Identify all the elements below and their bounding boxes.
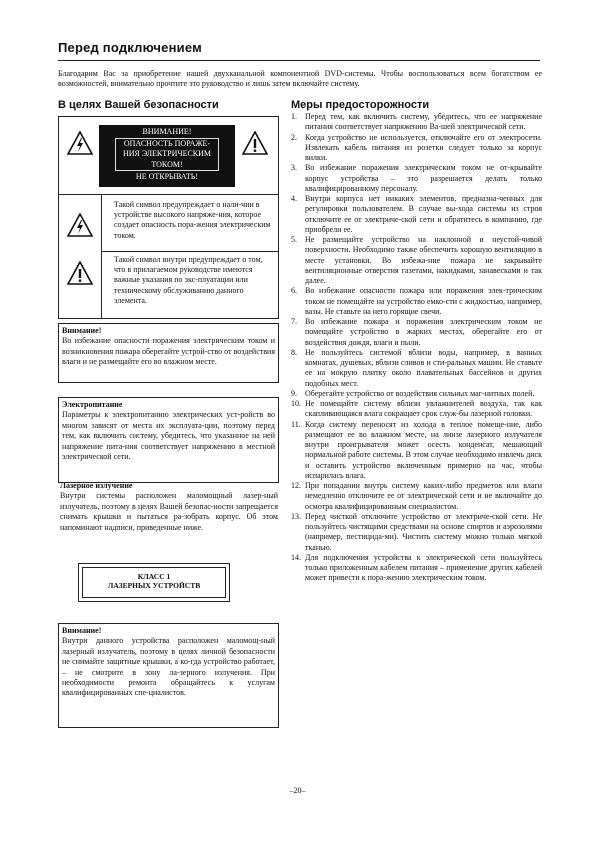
intro-text: Благодарим Вас за приобретение нашей двухканальной компонентной DVD-системы. Чтобы воспользоваться всем богатством ее возможностей, внимательно прочтите это руководство и лишь затем включайте систему. <box>58 69 542 89</box>
list-item <box>291 133 542 164</box>
divider <box>101 194 102 318</box>
list-item-number: 4. <box>291 194 297 203</box>
caution-text: Во избежание опасности поражения электрическим током и возникновения пожара оберегайте устрой-ство от воздействия влаги и не размещайте его во влажном месте. <box>62 336 275 367</box>
exclamation-warning-icon <box>67 261 93 285</box>
divider <box>101 251 278 252</box>
caution-title: Внимание! <box>62 326 102 335</box>
laser-class-inner <box>82 567 226 598</box>
list-item-text: Когда систему переносят из холода в теплое помеще-ние, либо размещают ее во влажном месте, на линзе лазерного излучателя внутри проигрывателя может осесть конденсат, мешающий нормальной работе системы. В этом случае необходимо извлечь диск и оставить устройство включенным примерно на час, чтобы испарилась влага. <box>305 419 542 480</box>
list-item-number: 11. <box>291 419 301 429</box>
list-item <box>291 348 542 389</box>
list-item <box>291 399 542 420</box>
list-item-text: Оберегайте устройство от воздействия сильных маг-нитных полей. <box>305 388 535 398</box>
power-title: Электропитание <box>62 400 123 409</box>
list-item-text: Для подключения устройства к электрической сети пользуйтесь только приложенным кабелем питания – применение других кабелей может привести к пора-жению электрическим током. <box>305 552 542 583</box>
list-item-number: 1. <box>291 112 297 121</box>
exclamation-warning-icon <box>242 131 268 155</box>
list-item-number: 12. <box>291 481 301 490</box>
list-item <box>291 286 542 317</box>
laser-title: Лазерное излучение <box>60 481 133 490</box>
list-item-number: 5. <box>291 235 297 244</box>
laser-class-line: КЛАСС 1 <box>137 572 171 581</box>
lightning-warning-icon <box>67 131 93 155</box>
list-item-number: 6. <box>291 286 297 296</box>
caution-title: Внимание! <box>62 626 102 635</box>
list-item-text: Внутри корпуса нет никаких элементов, предназна-ченных для регулировки пользователем. В случае вы-хода системы из строя отключите ее от электриче-ской сети и обратитесь в компанию, где приобрели ее. <box>305 194 542 234</box>
list-item-number: 14. <box>291 552 301 562</box>
laser-class-line: ЛАЗЕРНЫХ УСТРОЙСТВ <box>107 581 201 590</box>
list-item-text: При попадании внутрь систему каких-либо предметов или влаги немедленно отключите ее от электрической сети и не включайте до осмотра квалифицированным специалистом. <box>305 481 542 511</box>
list-item-text: Во избежание опасности пожара или поражения элек-трическим током не помещайте на устройство емко-сти с жидкостью, например, вазы. Не ставьте на него горящие свечи. <box>305 286 542 316</box>
warning-line: ТОКОМ! <box>151 159 183 169</box>
lightning-warning-icon <box>67 213 93 237</box>
list-item <box>291 235 542 286</box>
page-number: –20– <box>289 786 306 795</box>
list-item-text: Перед чисткой отключите устройство от электриче-ской сети. Не пользуйтесь чистящими средствами на основе спиртов и аэрозолями (например, пестицида-ми). Чистить систему можно только мягкой тканью. <box>305 511 542 552</box>
list-item-text: Перед тем, как включить систему, убедитесь, что ее напряжение питания соответствует напряжению Ва-шей электрической сети. <box>305 112 542 132</box>
precautions-list <box>291 112 542 584</box>
list-item <box>291 317 542 348</box>
list-item-number: 7. <box>291 317 297 326</box>
list-item-number: 8. <box>291 347 297 357</box>
list-item <box>291 420 542 482</box>
list-item-number: 3. <box>291 163 297 173</box>
list-item-text: Во избежание поражения электрическим током не от-крывайте корпус устройства – это разрешается делать только квалифицированному персоналу. <box>305 163 542 193</box>
list-item <box>291 194 542 235</box>
list-item-text: Не пользуйтесь системой вблизи воды, например, в ванных комнатах, душевых, вблизи сливов и сти-ральных машин. Не ставьте ее на мокрую плитку около плавательных бассейнов и других подобных мест. <box>305 347 542 388</box>
list-item <box>291 163 542 194</box>
safety-heading: В целях Вашей безопасности <box>58 99 219 111</box>
laser-class-label <box>78 563 230 602</box>
list-item <box>291 481 542 512</box>
title-rule <box>58 60 540 61</box>
power-text: Параметры к электропитанию электрических уст-ройств во многом зависят от места их эксплуата-ции, поэтому перед тем, как включить систему, убедитесь, что указанное на ней напряжение пита-ния соответствует напряжению в местной электрической сети. <box>62 410 275 462</box>
list-item-text: Не размещайте устройство на наклонной и неустой-чивой поверхности. Необходимо также обеспечить хорошую вентиляцию в месте установки. Во избежа-ние пожара не закрывайте вентиляционные отверстия газетами, накидками, занавесками и так далее. <box>305 235 542 285</box>
warning-inner-frame <box>115 138 219 171</box>
power-box <box>58 397 279 483</box>
list-item-text: Во избежание пожара и поражения электрическим током не помещайте устройство в жарких местах, оберегайте его от воздействия дождя, влаги и пыли. <box>305 317 542 347</box>
page-title: Перед подключением <box>58 40 202 55</box>
list-item <box>291 112 542 133</box>
list-item-text: Когда устройство не используется, отключайте его от электросети. Извлекать кабель питания из розетки следует только за корпус вилки. <box>305 132 542 162</box>
list-item <box>291 389 542 399</box>
warning-label <box>99 125 235 187</box>
laser-text: Внутри системы расположен маломощный лазер-ный излучатель, поэтому в целях Вашей безопас-ности запрещается снимать крышки и пытаться ра-зобрать корпус. Об этом напоминают надписи, приведенные ниже. <box>60 491 278 532</box>
list-item-number: 10. <box>291 399 301 408</box>
warning-label-box <box>58 116 279 319</box>
list-item <box>291 553 542 584</box>
list-item-text: Не помещайте систему вблизи увлажнителей воздуха, так как скапливающаяся влага сокращает срок служ-бы лазерной головки. <box>305 399 542 419</box>
list-item-number: 13. <box>291 511 301 521</box>
precautions-heading: Меры предосторожности <box>291 99 430 111</box>
warning-line: НЕ ОТКРЫВАТЬ! <box>135 171 199 181</box>
exclamation-symbol-description: Такой символ внутри предупреждает о том, что в прилагаемом руководстве имеются важные указания по экс-плуатации или техническому обслуживанию данного элемента. <box>114 255 263 305</box>
list-item-number: 2. <box>291 132 297 142</box>
caution-text: Внутри данного устройства расположен маломощ-ный лазерный излучатель, поэтому в целях личной безопасности не снимайте защитные крышки, а ко-гда устройство работает, – не смотрите в зону ла-зерного излучения. При необходимости ремонта обращайтесь к услугам квалифицированных спе-циалистов. <box>62 636 275 698</box>
laser-section <box>60 481 278 533</box>
list-item <box>291 512 542 553</box>
bolt-symbol-description: Такой символ предупреждает о нали-чии в устройстве высокого напряже-ния, которое создает опасность пора-жения электрическим током. <box>114 200 271 240</box>
caution-box-laser <box>58 623 279 728</box>
caution-box <box>58 323 279 383</box>
warning-line: ВНИМАНИЕ! <box>142 127 192 136</box>
divider <box>59 194 278 195</box>
warning-line: ОПАСНОСТЬ ПОРАЖЕ- <box>123 139 211 149</box>
list-item-number: 9. <box>291 388 297 398</box>
warning-line: НИЯ ЭЛЕКТРИЧЕСКИМ <box>122 149 212 159</box>
